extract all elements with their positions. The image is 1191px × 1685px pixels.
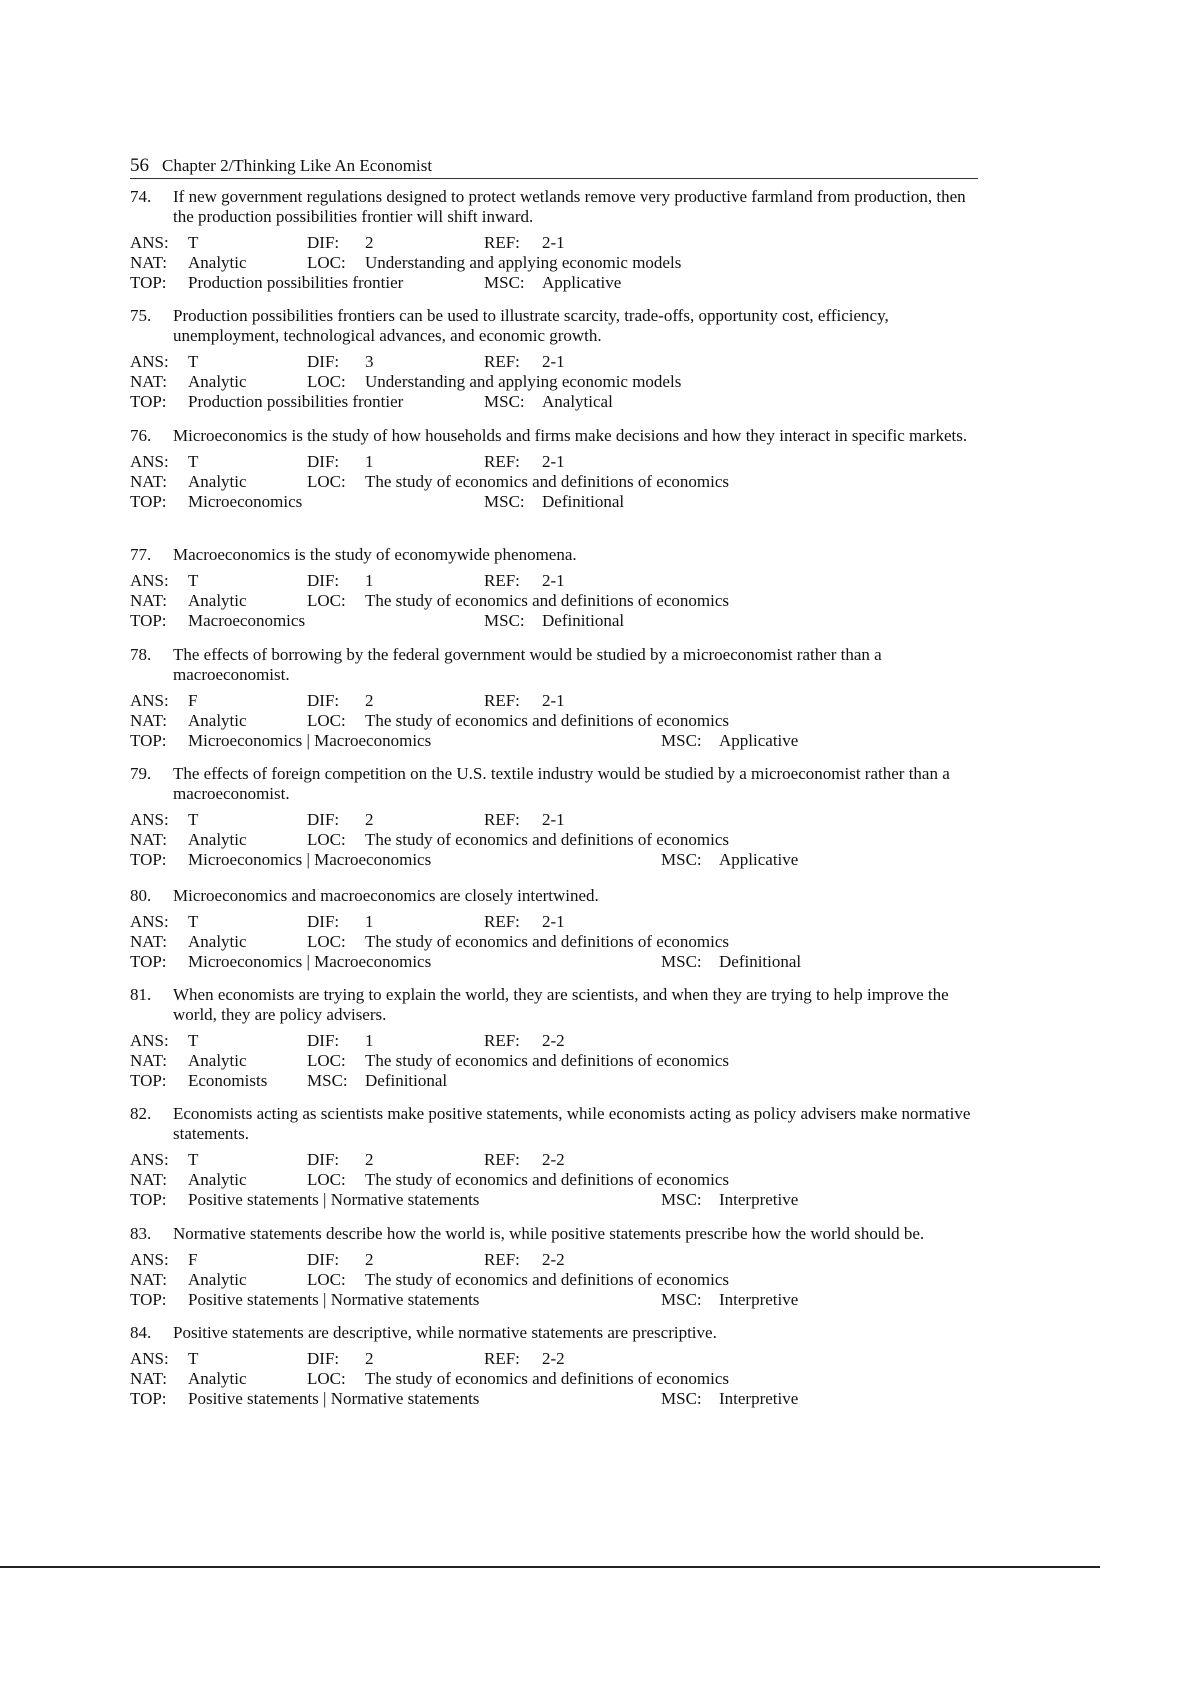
meta-row-top xyxy=(130,1290,980,1310)
nat-value: Analytic xyxy=(188,1170,247,1189)
top-label: TOP: xyxy=(130,492,167,511)
question-82 xyxy=(130,1104,980,1210)
question-84 xyxy=(130,1323,980,1409)
dif-label: DIF: xyxy=(307,571,340,590)
meta-row-nat xyxy=(130,932,980,952)
question-text: The effects of borrowing by the federal government would be studied by a microeconomist rather than a macroeconomist. xyxy=(173,645,882,684)
top-label: TOP: xyxy=(130,1190,167,1209)
ref-label: REF: xyxy=(484,810,520,829)
msc-value: Applicative xyxy=(542,273,622,292)
meta-row-ans xyxy=(130,352,980,372)
nat-label: NAT: xyxy=(130,1369,167,1388)
question-number: 77. xyxy=(130,545,152,564)
nat-label: NAT: xyxy=(130,372,167,391)
top-value: Microeconomics | Macroeconomics xyxy=(188,731,432,750)
question-number: 83. xyxy=(130,1224,152,1243)
loc-label: LOC: xyxy=(307,1170,346,1189)
question-statement xyxy=(130,985,980,1025)
meta-row-ans xyxy=(130,571,980,591)
msc-label: MSC: xyxy=(661,952,702,971)
nat-value: Analytic xyxy=(188,591,247,610)
ans-value: T xyxy=(188,912,199,931)
question-number: 84. xyxy=(130,1323,152,1342)
msc-label: MSC: xyxy=(307,1071,348,1090)
question-76 xyxy=(130,426,980,512)
loc-value: The study of economics and definitions of economics xyxy=(365,830,729,849)
question-number: 79. xyxy=(130,764,152,783)
top-value: Positive statements | Normative statements xyxy=(188,1389,480,1408)
dif-label: DIF: xyxy=(307,1349,340,1368)
nat-label: NAT: xyxy=(130,472,167,491)
meta-row-top xyxy=(130,611,980,631)
ref-value: 2-2 xyxy=(542,1250,565,1269)
nat-value: Analytic xyxy=(188,830,247,849)
question-statement xyxy=(130,886,980,906)
meta-row-nat xyxy=(130,372,980,392)
loc-label: LOC: xyxy=(307,1051,346,1070)
ans-value: T xyxy=(188,452,199,471)
msc-value: Definitional xyxy=(719,952,802,971)
top-label: TOP: xyxy=(130,1290,167,1309)
meta-row-top xyxy=(130,850,980,870)
question-statement xyxy=(130,1224,980,1244)
nat-label: NAT: xyxy=(130,1170,167,1189)
ans-label: ANS: xyxy=(130,1031,169,1050)
question-text: Normative statements describe how the world is, while positive statements prescribe how the world should be. xyxy=(173,1224,925,1243)
answer-metadata xyxy=(130,1349,980,1409)
dif-label: DIF: xyxy=(307,1150,340,1169)
meta-row-ans xyxy=(130,1349,980,1369)
answer-metadata xyxy=(130,1031,980,1091)
loc-label: LOC: xyxy=(307,711,346,730)
msc-value: Analytical xyxy=(542,392,613,411)
ans-value: T xyxy=(188,1150,199,1169)
meta-row-top xyxy=(130,392,980,412)
meta-row-nat xyxy=(130,591,980,611)
msc-label: MSC: xyxy=(661,1190,702,1209)
question-text: Microeconomics and macroeconomics are closely intertwined. xyxy=(173,886,599,905)
dif-value: 1 xyxy=(365,912,374,931)
meta-row-top xyxy=(130,273,980,293)
ref-value: 2-2 xyxy=(542,1150,565,1169)
meta-row-nat xyxy=(130,1051,980,1071)
question-text: Positive statements are descriptive, while normative statements are prescriptive. xyxy=(173,1323,717,1342)
ref-value: 2-1 xyxy=(542,233,565,252)
ref-value: 2-1 xyxy=(542,571,565,590)
meta-row-ans xyxy=(130,1250,980,1270)
dif-value: 2 xyxy=(365,691,374,710)
ans-label: ANS: xyxy=(130,810,169,829)
dif-label: DIF: xyxy=(307,912,340,931)
loc-value: Understanding and applying economic models xyxy=(365,372,682,391)
ans-label: ANS: xyxy=(130,1250,169,1269)
nat-value: Analytic xyxy=(188,711,247,730)
ans-value: F xyxy=(188,691,198,710)
loc-value: The study of economics and definitions of economics xyxy=(365,591,729,610)
ref-label: REF: xyxy=(484,1031,520,1050)
answer-metadata xyxy=(130,571,980,631)
msc-value: Applicative xyxy=(719,850,799,869)
top-label: TOP: xyxy=(130,1389,167,1408)
question-statement xyxy=(130,187,980,227)
msc-label: MSC: xyxy=(661,731,702,750)
ref-value: 2-1 xyxy=(542,452,565,471)
dif-label: DIF: xyxy=(307,352,340,371)
question-statement xyxy=(130,545,980,565)
meta-row-ans xyxy=(130,1150,980,1170)
msc-label: MSC: xyxy=(484,392,525,411)
question-number: 76. xyxy=(130,426,152,445)
question-text: The effects of foreign competition on the U.S. textile industry would be studied by a microeconomist rather than a macroeconomist. xyxy=(173,764,950,803)
nat-value: Analytic xyxy=(188,1270,247,1289)
question-text: Macroeconomics is the study of economywide phenomena. xyxy=(173,545,577,564)
loc-value: The study of economics and definitions of economics xyxy=(365,932,729,951)
dif-value: 1 xyxy=(365,571,374,590)
top-value: Production possibilities frontier xyxy=(188,273,404,292)
meta-row-nat xyxy=(130,1369,980,1389)
question-statement xyxy=(130,1323,980,1343)
question-text: Production possibilities frontiers can be used to illustrate scarcity, trade-offs, opportunity cost, efficiency, unemployment, technological advances, and economic growth. xyxy=(173,306,889,345)
loc-value: The study of economics and definitions of economics xyxy=(365,472,729,491)
nat-value: Analytic xyxy=(188,1051,247,1070)
ans-label: ANS: xyxy=(130,352,169,371)
ans-value: T xyxy=(188,810,199,829)
ans-value: T xyxy=(188,233,199,252)
question-77 xyxy=(130,545,980,631)
msc-label: MSC: xyxy=(484,273,525,292)
nat-value: Analytic xyxy=(188,472,247,491)
meta-row-top xyxy=(130,1071,980,1091)
question-text: Microeconomics is the study of how households and firms make decisions and how they interact in specific markets. xyxy=(173,426,968,445)
ans-label: ANS: xyxy=(130,691,169,710)
question-statement xyxy=(130,764,980,804)
msc-value: Interpretive xyxy=(719,1290,799,1309)
msc-value: Interpretive xyxy=(719,1389,799,1408)
ref-label: REF: xyxy=(484,1250,520,1269)
question-number: 74. xyxy=(130,187,152,206)
dif-value: 2 xyxy=(365,810,374,829)
question-statement xyxy=(130,426,980,446)
msc-value: Definitional xyxy=(365,1071,448,1090)
msc-value: Definitional xyxy=(542,611,625,630)
dif-value: 2 xyxy=(365,233,374,252)
dif-label: DIF: xyxy=(307,1031,340,1050)
dif-value: 1 xyxy=(365,452,374,471)
page-number: 56 xyxy=(130,155,149,176)
ans-value: T xyxy=(188,352,199,371)
answer-metadata xyxy=(130,810,980,870)
top-value: Microeconomics | Macroeconomics xyxy=(188,850,432,869)
ref-value: 2-1 xyxy=(542,691,565,710)
top-label: TOP: xyxy=(130,273,167,292)
meta-row-top xyxy=(130,492,980,512)
ans-label: ANS: xyxy=(130,1349,169,1368)
loc-label: LOC: xyxy=(307,472,346,491)
nat-value: Analytic xyxy=(188,253,247,272)
top-value: Macroeconomics xyxy=(188,611,306,630)
top-label: TOP: xyxy=(130,850,167,869)
msc-label: MSC: xyxy=(661,1389,702,1408)
loc-value: The study of economics and definitions of economics xyxy=(365,1270,729,1289)
answer-metadata xyxy=(130,1150,980,1210)
loc-value: The study of economics and definitions of economics xyxy=(365,711,729,730)
meta-row-nat xyxy=(130,253,980,273)
dif-value: 2 xyxy=(365,1150,374,1169)
ans-label: ANS: xyxy=(130,452,169,471)
dif-label: DIF: xyxy=(307,233,340,252)
question-number: 80. xyxy=(130,886,152,905)
dif-label: DIF: xyxy=(307,691,340,710)
nat-label: NAT: xyxy=(130,591,167,610)
page-header xyxy=(130,155,978,179)
ref-value: 2-1 xyxy=(542,912,565,931)
question-74 xyxy=(130,187,980,293)
top-value: Production possibilities frontier xyxy=(188,392,404,411)
question-75 xyxy=(130,306,980,412)
ans-value: T xyxy=(188,1349,199,1368)
answer-metadata xyxy=(130,352,980,412)
msc-label: MSC: xyxy=(484,611,525,630)
question-number: 75. xyxy=(130,306,152,325)
question-statement xyxy=(130,645,980,685)
ref-label: REF: xyxy=(484,571,520,590)
question-text: If new government regulations designed to protect wetlands remove very productive farmland from production, then the production possibilities frontier will shift inward. xyxy=(173,187,966,226)
ans-label: ANS: xyxy=(130,912,169,931)
question-83 xyxy=(130,1224,980,1310)
meta-row-ans xyxy=(130,452,980,472)
meta-row-nat xyxy=(130,1170,980,1190)
top-label: TOP: xyxy=(130,1071,167,1090)
meta-row-nat xyxy=(130,711,980,731)
answer-metadata xyxy=(130,691,980,751)
loc-value: The study of economics and definitions of economics xyxy=(365,1051,729,1070)
question-text: Economists acting as scientists make positive statements, while economists acting as policy advisers make normative statements. xyxy=(173,1104,971,1143)
ref-label: REF: xyxy=(484,1349,520,1368)
question-80 xyxy=(130,886,980,972)
dif-value: 2 xyxy=(365,1349,374,1368)
meta-row-top xyxy=(130,952,980,972)
question-79 xyxy=(130,764,980,870)
meta-row-ans xyxy=(130,691,980,711)
meta-row-nat xyxy=(130,1270,980,1290)
top-value: Positive statements | Normative statements xyxy=(188,1290,480,1309)
ans-value: F xyxy=(188,1250,198,1269)
top-value: Economists xyxy=(188,1071,268,1090)
loc-value: The study of economics and definitions of economics xyxy=(365,1369,729,1388)
ref-label: REF: xyxy=(484,912,520,931)
meta-row-ans xyxy=(130,810,980,830)
question-number: 81. xyxy=(130,985,152,1004)
loc-label: LOC: xyxy=(307,1270,346,1289)
loc-value: Understanding and applying economic models xyxy=(365,253,682,272)
dif-label: DIF: xyxy=(307,810,340,829)
ref-value: 2-2 xyxy=(542,1349,565,1368)
loc-label: LOC: xyxy=(307,830,346,849)
nat-label: NAT: xyxy=(130,1051,167,1070)
nat-label: NAT: xyxy=(130,253,167,272)
meta-row-ans xyxy=(130,233,980,253)
dif-value: 2 xyxy=(365,1250,374,1269)
nat-label: NAT: xyxy=(130,830,167,849)
meta-row-top xyxy=(130,1389,980,1409)
msc-label: MSC: xyxy=(484,492,525,511)
question-statement xyxy=(130,306,980,346)
loc-value: The study of economics and definitions of economics xyxy=(365,1170,729,1189)
answer-metadata xyxy=(130,452,980,512)
dif-label: DIF: xyxy=(307,452,340,471)
ans-value: T xyxy=(188,1031,199,1050)
ref-label: REF: xyxy=(484,452,520,471)
question-text: When economists are trying to explain the world, they are scientists, and when they are trying to help improve the world, they are policy advisers. xyxy=(173,985,949,1024)
answer-metadata xyxy=(130,912,980,972)
top-label: TOP: xyxy=(130,611,167,630)
meta-row-ans xyxy=(130,912,980,932)
msc-value: Definitional xyxy=(542,492,625,511)
ref-label: REF: xyxy=(484,1150,520,1169)
msc-label: MSC: xyxy=(661,850,702,869)
nat-value: Analytic xyxy=(188,932,247,951)
nat-label: NAT: xyxy=(130,711,167,730)
question-78 xyxy=(130,645,980,751)
nat-label: NAT: xyxy=(130,932,167,951)
loc-label: LOC: xyxy=(307,932,346,951)
meta-row-nat xyxy=(130,830,980,850)
ref-label: REF: xyxy=(484,233,520,252)
dif-label: DIF: xyxy=(307,1250,340,1269)
question-statement xyxy=(130,1104,980,1144)
chapter-title: Chapter 2/Thinking Like An Economist xyxy=(162,156,433,175)
ref-value: 2-2 xyxy=(542,1031,565,1050)
question-81 xyxy=(130,985,980,1091)
loc-label: LOC: xyxy=(307,372,346,391)
nat-value: Analytic xyxy=(188,1369,247,1388)
ans-label: ANS: xyxy=(130,1150,169,1169)
top-label: TOP: xyxy=(130,731,167,750)
meta-row-top xyxy=(130,1190,980,1210)
ref-label: REF: xyxy=(484,691,520,710)
dif-value: 3 xyxy=(365,352,374,371)
meta-row-ans xyxy=(130,1031,980,1051)
meta-row-top xyxy=(130,731,980,751)
meta-row-nat xyxy=(130,472,980,492)
loc-label: LOC: xyxy=(307,591,346,610)
ref-label: REF: xyxy=(484,352,520,371)
top-label: TOP: xyxy=(130,392,167,411)
top-value: Microeconomics | Macroeconomics xyxy=(188,952,432,971)
ans-value: T xyxy=(188,571,199,590)
ref-value: 2-1 xyxy=(542,352,565,371)
answer-metadata xyxy=(130,1250,980,1310)
msc-value: Applicative xyxy=(719,731,799,750)
dif-value: 1 xyxy=(365,1031,374,1050)
question-number: 82. xyxy=(130,1104,152,1123)
loc-label: LOC: xyxy=(307,1369,346,1388)
top-value: Microeconomics xyxy=(188,492,303,511)
loc-label: LOC: xyxy=(307,253,346,272)
ref-value: 2-1 xyxy=(542,810,565,829)
nat-label: NAT: xyxy=(130,1270,167,1289)
msc-label: MSC: xyxy=(661,1290,702,1309)
ans-label: ANS: xyxy=(130,233,169,252)
page-bottom-rule xyxy=(0,1566,1100,1568)
top-label: TOP: xyxy=(130,952,167,971)
top-value: Positive statements | Normative statements xyxy=(188,1190,480,1209)
question-number: 78. xyxy=(130,645,152,664)
msc-value: Interpretive xyxy=(719,1190,799,1209)
answer-metadata xyxy=(130,233,980,293)
ans-label: ANS: xyxy=(130,571,169,590)
nat-value: Analytic xyxy=(188,372,247,391)
